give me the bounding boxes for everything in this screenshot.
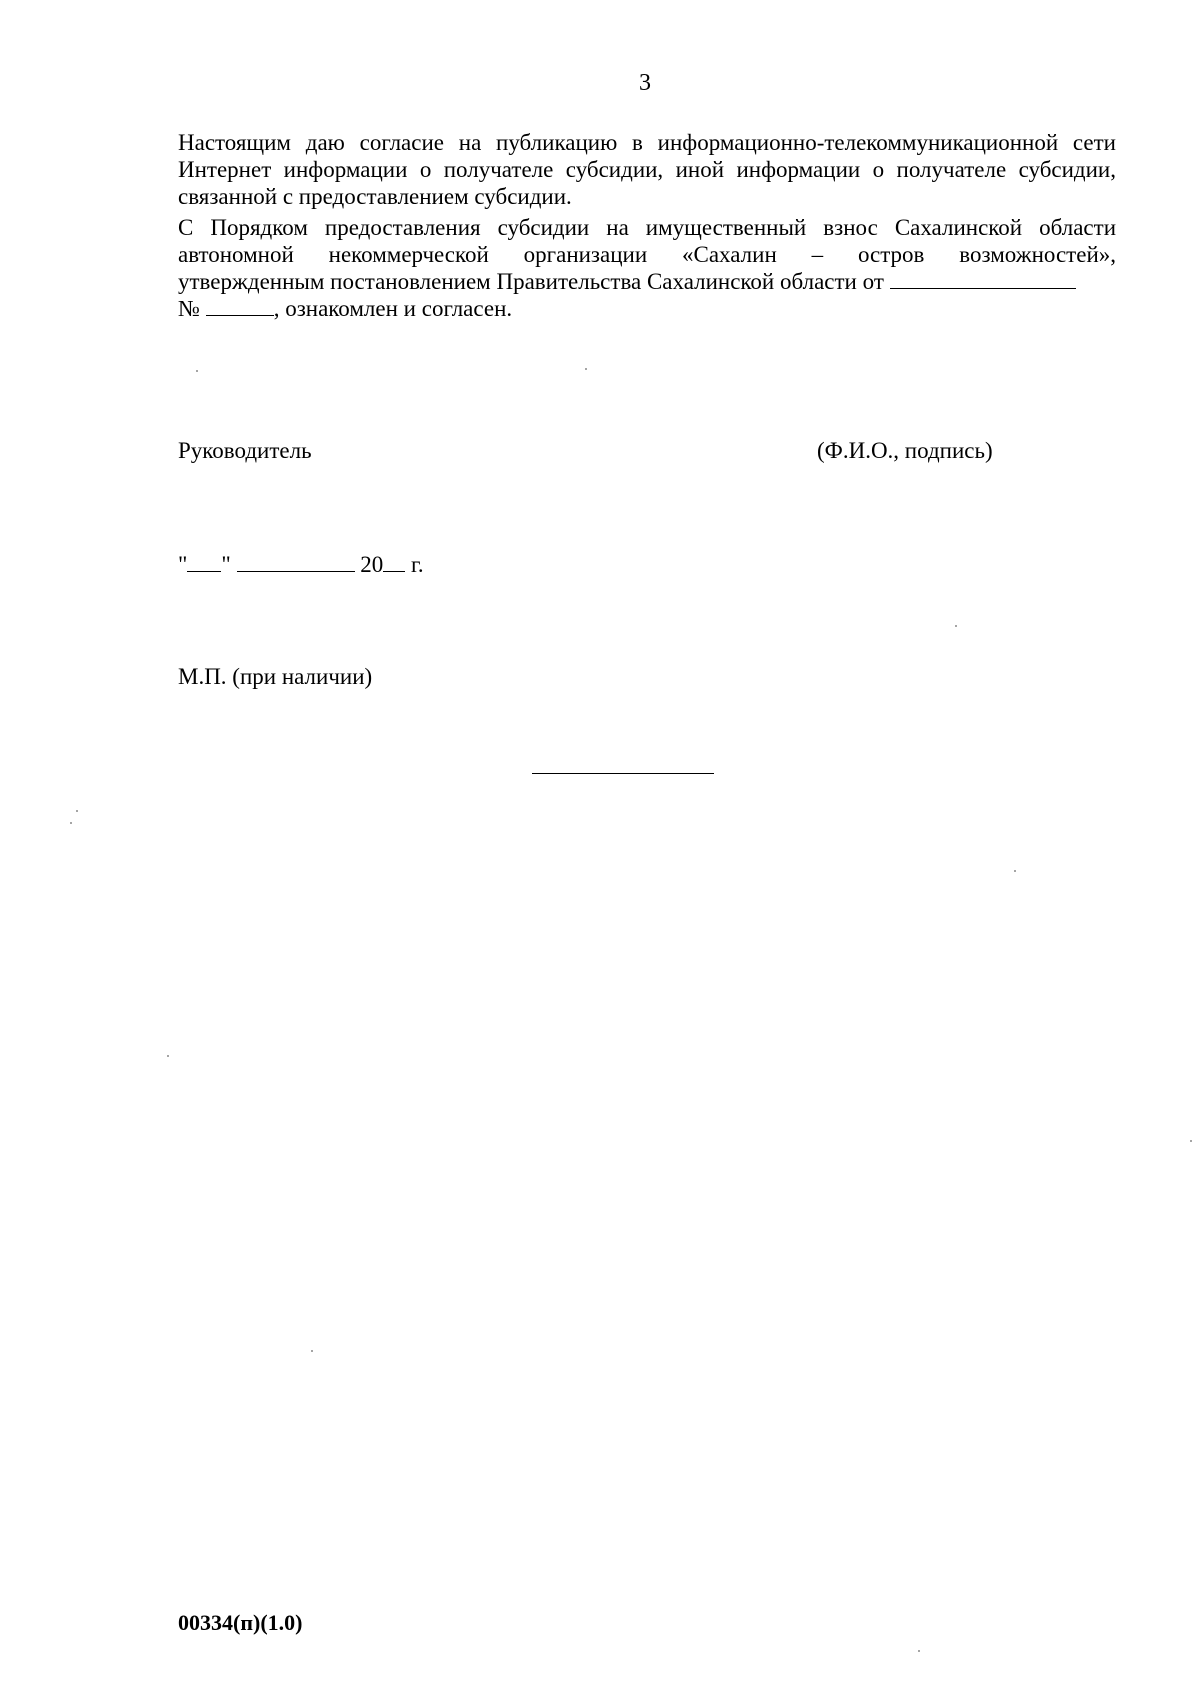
- order-line-2: автономной некоммерческой организации «Сахалин – остров возможностей»,: [178, 242, 1116, 267]
- year-suffix: г.: [411, 552, 424, 577]
- date-open-quote: ": [178, 552, 188, 577]
- month-blank[interactable]: [237, 553, 355, 572]
- consent-line-1: Настоящим даю согласие на публикацию в информационно-телекоммуникационной сети: [178, 130, 1116, 155]
- day-blank[interactable]: [187, 553, 221, 572]
- scan-speck: [76, 810, 78, 812]
- date-line: [178, 552, 424, 578]
- scan-speck: [70, 822, 72, 824]
- decree-number-blank[interactable]: [206, 297, 274, 316]
- number-sign: №: [178, 296, 200, 321]
- order-paragraph: [178, 214, 1116, 322]
- scan-speck: [1190, 1140, 1192, 1142]
- document-code: 00334(п)(1.0): [178, 1610, 303, 1635]
- scan-speck: [196, 370, 198, 372]
- year-prefix: 20: [360, 552, 384, 577]
- scan-speck: [167, 1055, 169, 1057]
- scan-speck: [955, 625, 957, 627]
- scan-speck: [585, 368, 587, 370]
- order-line-3: [178, 268, 1116, 295]
- order-line-3-text: утвержденным постановлением Правительства Сахалинской области от: [178, 269, 884, 294]
- scan-speck: [311, 1350, 313, 1352]
- scan-speck: [1014, 870, 1016, 872]
- date-close-quote: ": [221, 552, 231, 577]
- stamp-label: М.П. (при наличии): [178, 664, 373, 689]
- signature-fio-hint: (Ф.И.О., подпись): [817, 438, 993, 463]
- order-line-4-text: , ознакомлен и согласен.: [273, 296, 513, 321]
- signature-role: Руководитель: [178, 438, 312, 463]
- consent-paragraph: [178, 129, 1116, 210]
- order-line-4: [178, 295, 1116, 322]
- page-number: 3: [639, 70, 651, 96]
- decree-date-blank[interactable]: [890, 270, 1076, 289]
- year-blank[interactable]: [383, 553, 405, 572]
- scan-speck: [918, 1650, 920, 1652]
- consent-line-3: связанной с предоставлением субсидии.: [178, 184, 572, 209]
- consent-line-2: Интернет информации о получателе субсидии, иной информации о получателе субсидии,: [178, 157, 1116, 182]
- end-divider: [532, 773, 714, 774]
- order-line-1: С Порядком предоставления субсидии на имущественный взнос Сахалинской области: [178, 215, 1116, 240]
